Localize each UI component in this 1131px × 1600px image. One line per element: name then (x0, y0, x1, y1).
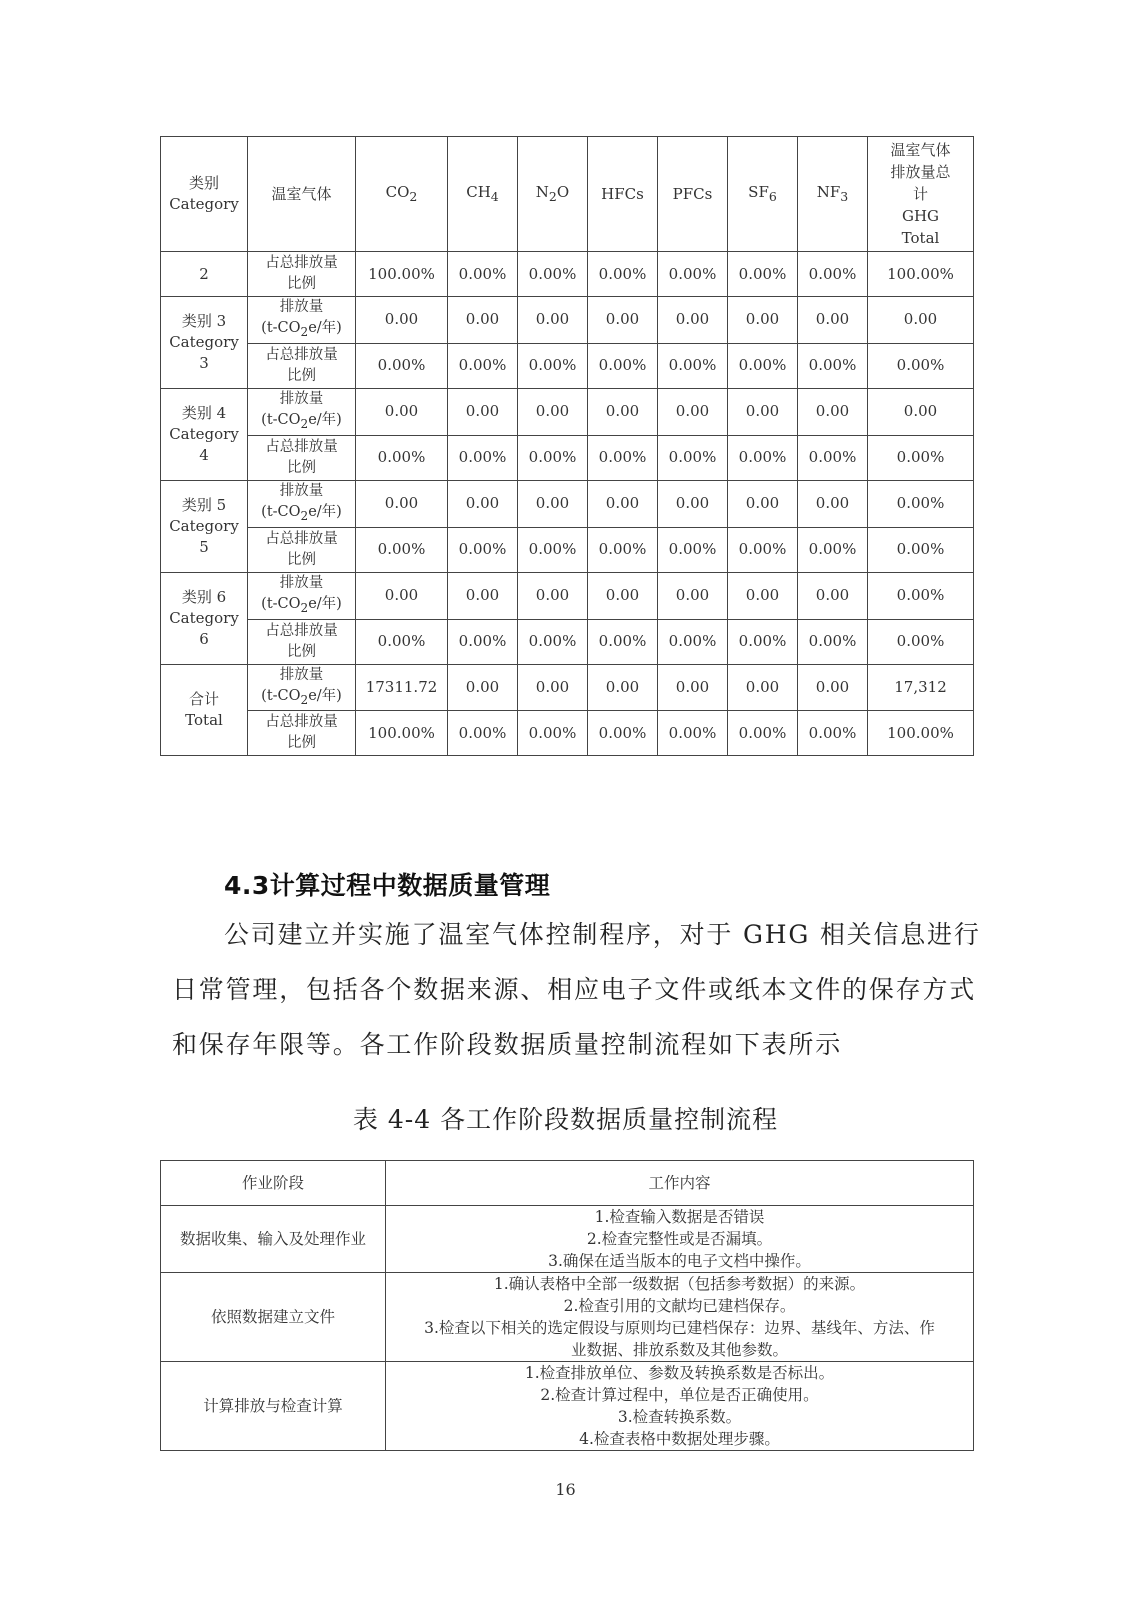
value-cell: 0.00 (448, 664, 518, 711)
gas-formula: NF (816, 182, 841, 201)
label-line: 占总排放量 (265, 438, 338, 455)
header-ghg: 温室气体 (248, 137, 356, 252)
label-line: 比例 (287, 551, 316, 568)
header-category-line: 类别 (188, 174, 219, 192)
label-line: 占总排放量 (265, 530, 338, 547)
value-cell: 17311.72 (356, 664, 448, 711)
label-line: e/年) (308, 411, 342, 428)
value-cell: 0.00% (448, 619, 518, 664)
value-cell: 0.00 (356, 388, 448, 435)
value-cell: 0.00% (518, 527, 588, 572)
paragraph-line: 公司建立并实施了温室气体控制程序，对于 GHG 相关信息进行 (224, 920, 981, 949)
section-title: 4.3计算过程中数据质量管理 (224, 871, 551, 900)
value-cell: 0.00% (798, 711, 868, 756)
category-line: 类别 3 (181, 311, 227, 330)
value-cell: 0.00% (518, 619, 588, 664)
gas-subscript: 4 (490, 188, 499, 204)
table-row (161, 1362, 974, 1451)
gas-formula: CH (466, 182, 491, 201)
value-cell: 0.00% (728, 619, 798, 664)
emission-share-label (248, 252, 356, 297)
value-cell: 0.00 (448, 297, 518, 344)
label-line: 比例 (287, 276, 316, 292)
header-gas (518, 137, 588, 252)
value-cell: 0.00% (868, 527, 974, 572)
value-cell: 0.00% (798, 619, 868, 664)
emission-amount-label (248, 572, 356, 619)
value-cell: 0.00 (356, 572, 448, 619)
value-cell: 0.00% (658, 435, 728, 480)
emission-share-label (248, 343, 356, 388)
stage-cell: 数据收集、输入及处理作业 (161, 1206, 386, 1273)
label-line: 占总排放量 (265, 255, 338, 271)
value-cell: 0.00% (658, 619, 728, 664)
category-cell (161, 297, 248, 389)
value-cell: 0.00 (518, 664, 588, 711)
value-cell: 0.00% (868, 480, 974, 527)
header-category (161, 137, 248, 252)
value-cell: 0.00 (798, 572, 868, 619)
value-cell: 0.00% (728, 252, 798, 297)
value-cell: 0.00% (728, 711, 798, 756)
label-line: (t-CO (261, 320, 301, 336)
value-cell: 0.00 (658, 480, 728, 527)
value-cell: 0.00 (588, 664, 658, 711)
value-cell: 0.00% (356, 435, 448, 480)
value-cell: 0.00 (356, 480, 448, 527)
value-cell: 0.00 (588, 480, 658, 527)
value-cell: 0.00% (798, 435, 868, 480)
table-header-row (161, 137, 974, 252)
value-cell: 0.00 (728, 388, 798, 435)
header-total-line: GHG (901, 207, 940, 225)
value-cell: 100.00% (356, 252, 448, 297)
emission-amount-label (248, 664, 356, 711)
category-cell (161, 252, 248, 297)
content-line: 4.检查表格中数据处理步骤。 (579, 1430, 780, 1448)
value-cell: 0.00% (448, 435, 518, 480)
category-line: 4 (199, 445, 209, 464)
value-cell: 0.00 (798, 297, 868, 344)
value-cell: 100.00% (868, 252, 974, 297)
value-cell: 0.00% (588, 252, 658, 297)
emission-share-label (248, 619, 356, 664)
value-cell: 0.00% (518, 343, 588, 388)
emissions-table (160, 136, 974, 756)
gas-subscript: 2 (409, 188, 418, 204)
label-line: (t-CO (261, 687, 301, 704)
header-total-line: 温室气体 (890, 141, 951, 159)
value-cell: 0.00% (588, 619, 658, 664)
value-cell: 0.00% (588, 527, 658, 572)
category-line: 2 (199, 264, 209, 283)
content-cell (386, 1362, 974, 1451)
value-cell: 0.00 (658, 572, 728, 619)
label-line: 比例 (287, 459, 316, 476)
label-subscript: 2 (300, 692, 309, 707)
content-line: 2.检查引用的文献均已建档保存。 (563, 1297, 796, 1315)
value-cell: 0.00% (868, 572, 974, 619)
label-line: e/年) (308, 595, 342, 612)
category-line: 类别 6 (181, 587, 227, 606)
content-cell (386, 1273, 974, 1362)
value-cell: 0.00% (868, 619, 974, 664)
gas-formula: CO (385, 182, 410, 201)
category-line: 类别 4 (181, 403, 227, 422)
value-cell: 0.00 (658, 297, 728, 344)
value-cell: 0.00% (658, 527, 728, 572)
label-line: 排放量 (279, 666, 324, 683)
label-line: 比例 (287, 367, 316, 384)
value-cell: 0.00 (518, 297, 588, 344)
value-cell: 0.00 (518, 388, 588, 435)
category-line: Category (169, 424, 239, 443)
content-cell (386, 1206, 974, 1273)
table-row (161, 435, 974, 480)
header-content: 工作内容 (386, 1161, 974, 1206)
category-line: 合计 (188, 690, 219, 708)
value-cell: 0.00 (728, 664, 798, 711)
category-cell (161, 388, 248, 480)
label-subscript: 2 (300, 600, 309, 615)
gas-formula: N (535, 182, 549, 201)
content-line: 业数据、排放系数及其他参数。 (570, 1341, 788, 1359)
header-gas (728, 137, 798, 252)
value-cell: 0.00% (868, 343, 974, 388)
table-row (161, 1273, 974, 1362)
category-line: 6 (199, 629, 209, 648)
value-cell: 0.00% (356, 343, 448, 388)
label-subscript: 2 (300, 324, 309, 339)
label-line: 比例 (287, 643, 316, 660)
value-cell: 0.00% (448, 527, 518, 572)
content-line: 1.确认表格中全部一级数据（包括参考数据）的来源。 (493, 1275, 866, 1293)
category-cell (161, 572, 248, 664)
value-cell: 0.00 (798, 664, 868, 711)
value-cell: 0.00 (798, 388, 868, 435)
gas-subscript: 3 (840, 188, 849, 204)
category-line: Category (169, 608, 239, 627)
value-cell: 0.00% (448, 343, 518, 388)
category-cell (161, 664, 248, 756)
value-cell: 0.00 (448, 388, 518, 435)
header-gas (588, 137, 658, 252)
value-cell: 100.00% (356, 711, 448, 756)
category-line: Total (185, 711, 223, 729)
emission-share-label (248, 711, 356, 756)
table-header-row (161, 1161, 974, 1206)
header-total-line: 计 (912, 185, 928, 203)
value-cell: 0.00 (868, 388, 974, 435)
gas-formula-suffix: O (556, 182, 570, 201)
value-cell: 0.00 (588, 297, 658, 344)
header-gas (356, 137, 448, 252)
label-line: e/年) (308, 503, 342, 520)
value-cell: 0.00 (518, 572, 588, 619)
table-row (161, 297, 974, 344)
page-number: 16 (555, 1480, 576, 1499)
label-line: 排放量 (279, 482, 324, 499)
emission-share-label (248, 527, 356, 572)
value-cell: 100.00% (868, 711, 974, 756)
stage-cell: 依照数据建立文件 (161, 1273, 386, 1362)
label-line: 排放量 (279, 390, 324, 407)
category-line: Category (169, 332, 239, 351)
value-cell: 0.00 (798, 480, 868, 527)
value-cell: 0.00% (658, 343, 728, 388)
content-line: 2.检查计算过程中，单位是否正确使用。 (540, 1386, 819, 1404)
label-line: (t-CO (261, 411, 301, 428)
content-line: 2.检查完整性或是否漏填。 (586, 1230, 773, 1248)
table-row (161, 252, 974, 297)
header-total-line: 排放量总 (890, 163, 951, 181)
label-subscript: 2 (300, 508, 309, 523)
header-gas (448, 137, 518, 252)
table-row (161, 572, 974, 619)
value-cell: 0.00% (728, 527, 798, 572)
quality-control-table (160, 1160, 974, 1451)
value-cell: 0.00% (518, 252, 588, 297)
content-line: 3.检查转换系数。 (617, 1408, 742, 1426)
label-line: 占总排放量 (265, 346, 338, 363)
table-row (161, 527, 974, 572)
value-cell: 0.00 (658, 388, 728, 435)
paragraph-line: 日常管理，包括各个数据来源、相应电子文件或纸本文件的保存方式 (172, 975, 977, 1004)
table-row (161, 480, 974, 527)
value-cell: 0.00 (658, 664, 728, 711)
value-cell: 0.00 (588, 572, 658, 619)
value-cell: 0.00 (356, 297, 448, 344)
value-cell: 0.00% (798, 252, 868, 297)
value-cell: 17,312 (868, 664, 974, 711)
content-line: 3.检查以下相关的选定假设与原则均已建档保存：边界、基线年、方法、作 (424, 1319, 935, 1337)
table-caption: 表 4-4 各工作阶段数据质量控制流程 (352, 1105, 779, 1134)
header-gas (798, 137, 868, 252)
value-cell: 0.00% (588, 343, 658, 388)
value-cell: 0.00% (728, 435, 798, 480)
label-line: 排放量 (279, 574, 324, 591)
value-cell: 0.00% (518, 435, 588, 480)
table-row (161, 711, 974, 756)
header-gas (658, 137, 728, 252)
gas-subscript: 2 (548, 188, 557, 204)
header-total-line: Total (901, 229, 940, 247)
value-cell: 0.00% (356, 527, 448, 572)
label-subscript: 2 (300, 416, 309, 431)
value-cell: 0.00% (448, 711, 518, 756)
label-line: 占总排放量 (265, 714, 338, 731)
value-cell: 0.00 (448, 480, 518, 527)
label-line: (t-CO (261, 595, 301, 612)
value-cell: 0.00 (518, 480, 588, 527)
value-cell: 0.00% (728, 343, 798, 388)
label-line: e/年) (308, 687, 342, 704)
content-line: 3.确保在适当版本的电子文档中操作。 (548, 1252, 811, 1270)
value-cell: 0.00 (448, 572, 518, 619)
value-cell: 0.00% (658, 711, 728, 756)
header-category-line: Category (169, 195, 239, 213)
content-line: 1.检查排放单位、参数及转换系数是否标出。 (524, 1364, 835, 1382)
emission-amount-label (248, 388, 356, 435)
value-cell: 0.00% (798, 343, 868, 388)
category-line: 5 (199, 537, 209, 556)
category-line: 类别 5 (181, 495, 227, 514)
label-line: 占总排放量 (265, 622, 338, 639)
emission-amount-label (248, 480, 356, 527)
header-total (868, 137, 974, 252)
category-line: 3 (199, 353, 209, 372)
value-cell: 0.00% (356, 619, 448, 664)
value-cell: 0.00 (728, 572, 798, 619)
emissions-table-body (161, 137, 974, 756)
value-cell: 0.00 (728, 297, 798, 344)
value-cell: 0.00 (868, 297, 974, 344)
stage-cell: 计算排放与检查计算 (161, 1362, 386, 1451)
emission-share-label (248, 435, 356, 480)
value-cell: 0.00% (518, 711, 588, 756)
gas-subscript: 6 (768, 188, 777, 204)
content-line: 1.检查输入数据是否错误 (594, 1208, 765, 1226)
table-row (161, 1206, 974, 1273)
label-line: 排放量 (279, 299, 324, 315)
value-cell: 0.00% (588, 435, 658, 480)
value-cell: 0.00% (658, 252, 728, 297)
table-row (161, 388, 974, 435)
value-cell: 0.00% (588, 711, 658, 756)
value-cell: 0.00 (588, 388, 658, 435)
paragraph-line: 和保存年限等。各工作阶段数据质量控制流程如下表所示 (172, 1030, 843, 1059)
value-cell: 0.00% (798, 527, 868, 572)
value-cell: 0.00% (868, 435, 974, 480)
emission-amount-label (248, 297, 356, 344)
gas-formula: SF (748, 182, 769, 201)
table-row (161, 664, 974, 711)
label-line: 比例 (287, 735, 316, 752)
header-stage: 作业阶段 (161, 1161, 386, 1206)
table-row (161, 619, 974, 664)
category-line: Category (169, 516, 239, 535)
table-row (161, 343, 974, 388)
value-cell: 0.00 (728, 480, 798, 527)
category-cell (161, 480, 248, 572)
label-line: (t-CO (261, 503, 301, 520)
gas-formula: HFCs (601, 184, 644, 203)
gas-formula: PFCs (672, 184, 713, 203)
value-cell: 0.00% (448, 252, 518, 297)
label-line: e/年) (308, 320, 342, 336)
